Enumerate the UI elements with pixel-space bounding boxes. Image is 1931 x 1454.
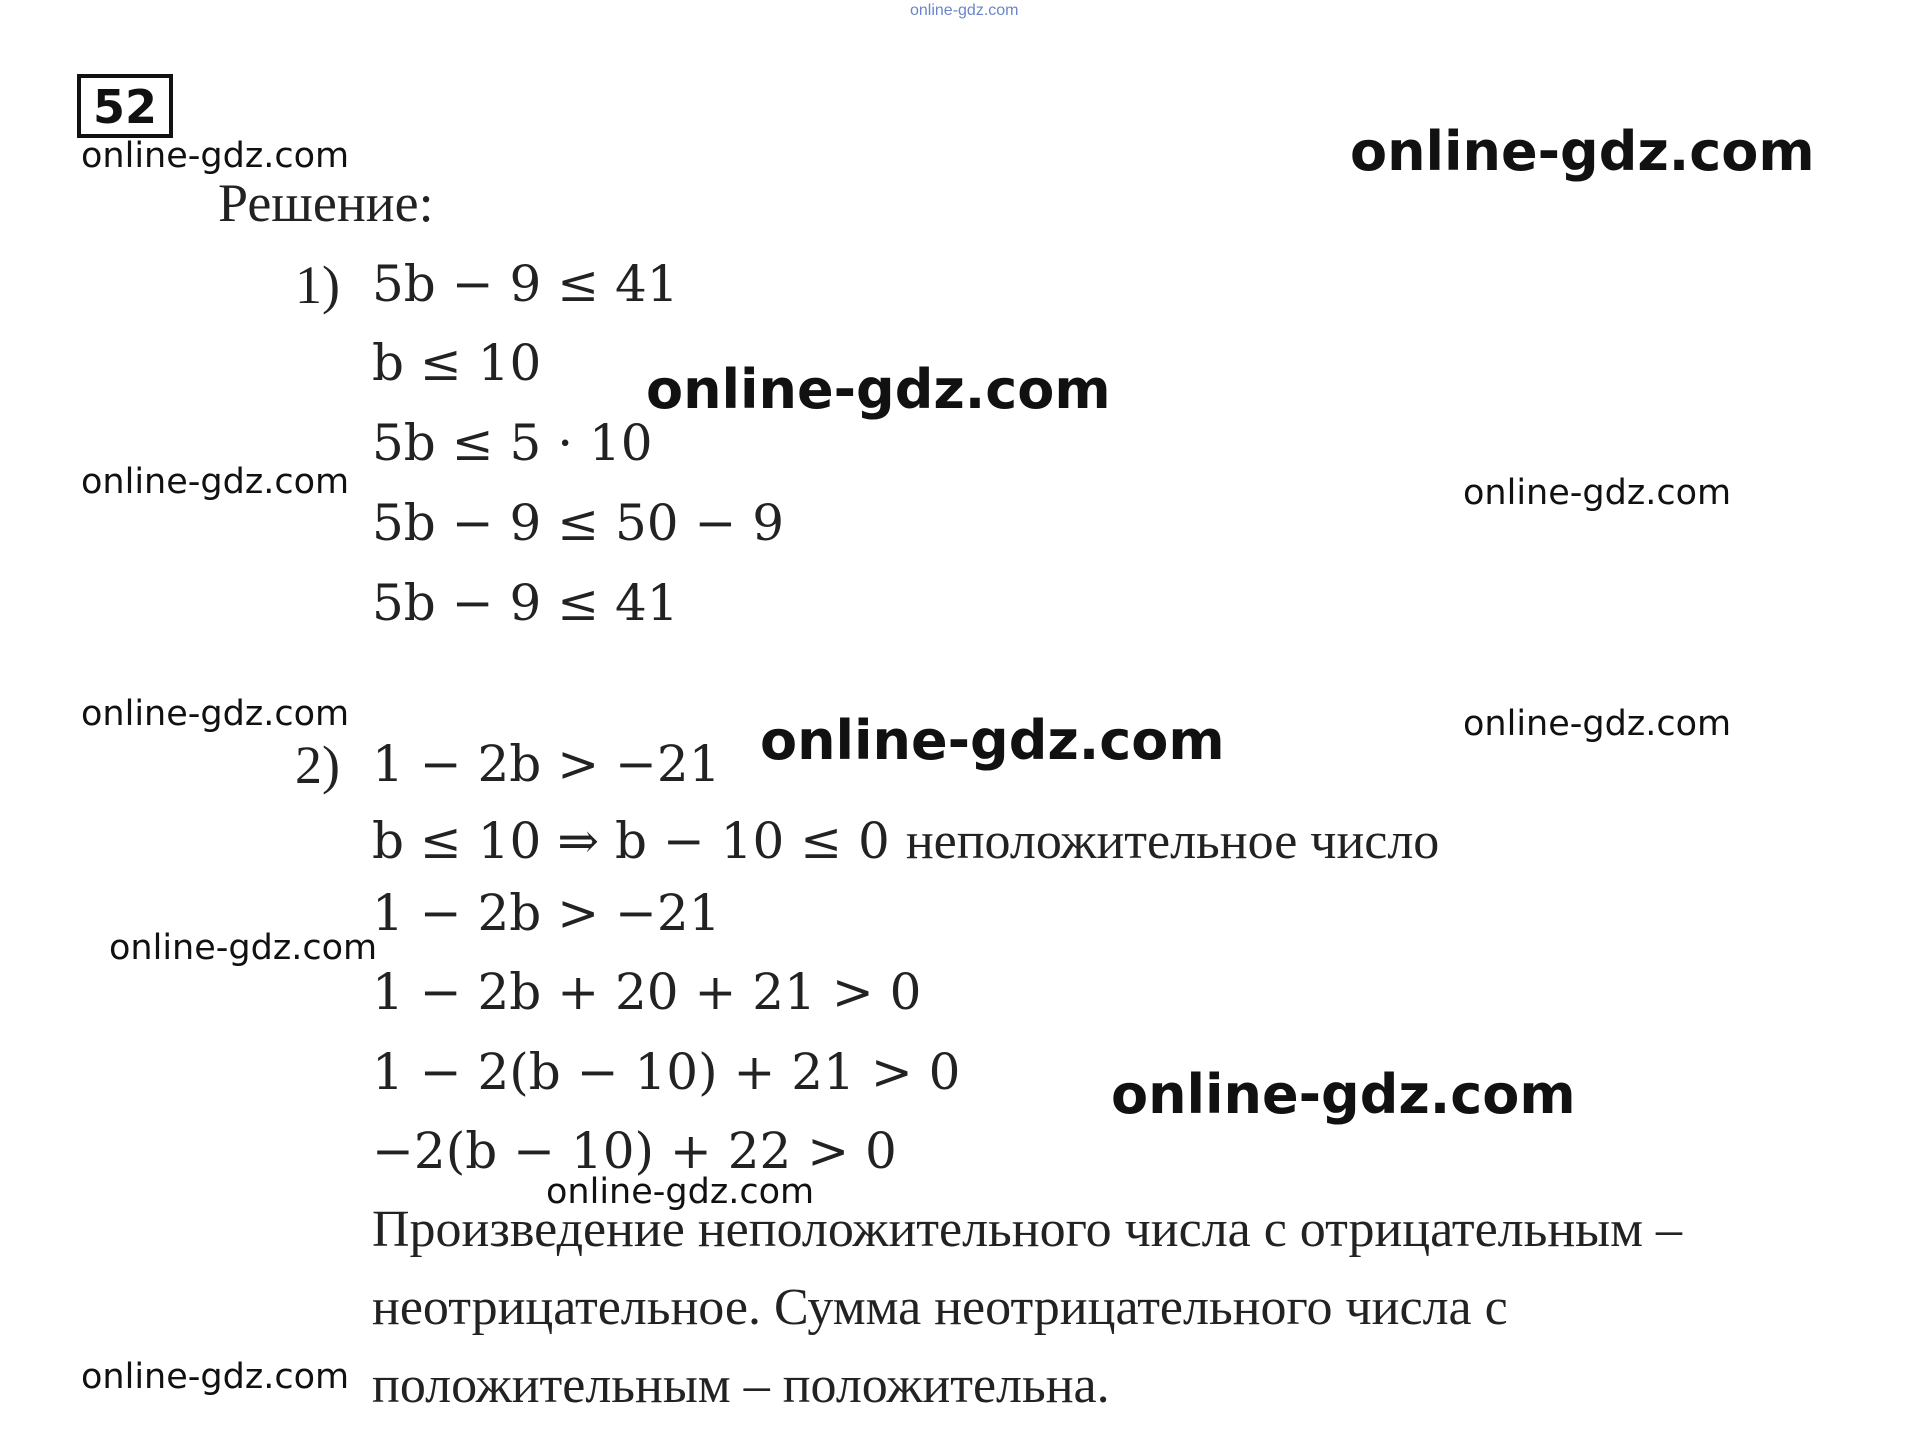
part1-line: b ≤ 10 (372, 334, 542, 392)
part2-implication: b ≤ 10 ⇒ b − 10 ≤ 0 (372, 812, 890, 870)
part1-line: 5b ≤ 5 · 10 (372, 414, 653, 472)
watermark-text: online-gdz.com (81, 462, 350, 502)
top-site-watermark: online-gdz.com (910, 2, 1019, 19)
watermark-text: online-gdz.com (1463, 704, 1732, 744)
watermark-text: online-gdz.com (81, 694, 350, 734)
part2-implication-row (372, 812, 1439, 871)
problem-number-badge: 52 (77, 74, 173, 138)
part2-line: 1 − 2b + 20 + 21 > 0 (372, 963, 922, 1021)
part2-marker: 2) (295, 735, 340, 795)
watermark-text: online-gdz.com (109, 928, 378, 968)
part1-line: 5b − 9 ≤ 41 (372, 574, 679, 632)
watermark-text: online-gdz.com (81, 136, 350, 176)
watermark-text: online-gdz.com (1111, 1063, 1576, 1126)
watermark-text: online-gdz.com (1463, 473, 1732, 513)
conclusion-line: неотрицательное. Сумма неотрицательного числа с (372, 1279, 1508, 1336)
watermark-text: online-gdz.com (646, 358, 1111, 421)
part2-implication-note: неположительное число (905, 813, 1440, 870)
part1-marker: 1) (295, 255, 340, 315)
part2-first-line: 1 − 2b > −21 (372, 735, 721, 793)
part1-line: 5b − 9 ≤ 41 (372, 255, 679, 313)
watermark-text: online-gdz.com (760, 709, 1225, 772)
conclusion-line: положительным – положительна. (372, 1357, 1110, 1414)
part2-line: 1 − 2(b − 10) + 21 > 0 (372, 1043, 961, 1101)
conclusion-line: Произведение неположительного числа с отрицательным – (372, 1201, 1683, 1258)
solution-title: Решение: (218, 173, 434, 233)
part2-line: 1 − 2b > −21 (372, 884, 721, 942)
watermark-text: online-gdz.com (546, 1172, 815, 1212)
watermark-text: online-gdz.com (81, 1357, 350, 1397)
watermark-text: online-gdz.com (1350, 120, 1815, 183)
part1-line: 5b − 9 ≤ 50 − 9 (372, 494, 785, 552)
part2-line: −2(b − 10) + 22 > 0 (372, 1122, 897, 1180)
